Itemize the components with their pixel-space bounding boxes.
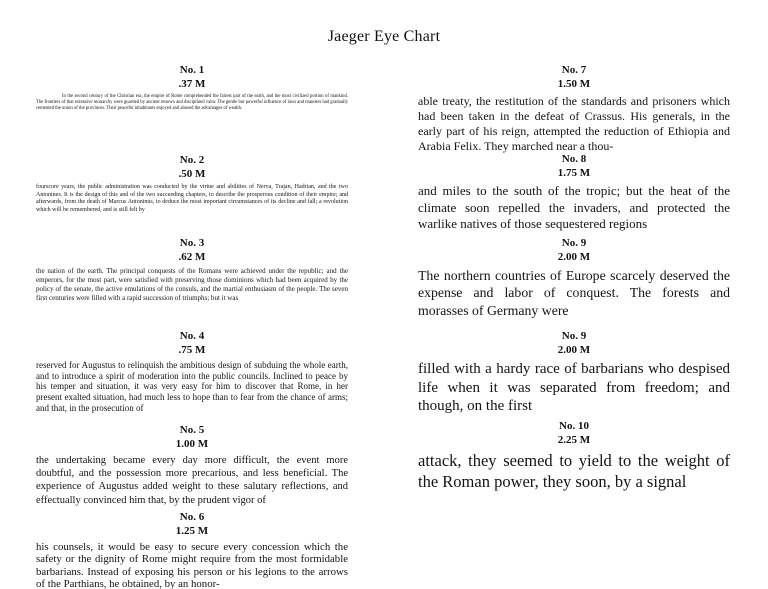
block-number: No. 5 bbox=[179, 424, 205, 436]
left-column bbox=[36, 64, 348, 589]
block-text: attack, they seemed to yield to the weight of the Roman power, they soon, by a signal bbox=[418, 451, 730, 491]
jaeger-block-no2 bbox=[36, 154, 348, 237]
block-header bbox=[418, 330, 730, 357]
jaeger-block-no7 bbox=[418, 64, 730, 153]
block-text: reserved for Augustus to relinquish the ambitious design of subduing the whole earth, and to introduce a spirit of moderation into the public councils. Inclined to peace by his temper and situation, it was very easy for him to discover that Rome, in her present exalted situation, had much less to hope than to fear from the chance of arms; and that, in the prosecution of bbox=[36, 360, 348, 413]
jaeger-block-no4 bbox=[36, 330, 348, 424]
jaeger-block-no8 bbox=[418, 153, 730, 237]
block-size-label: 2.00 M bbox=[557, 250, 591, 263]
page-title: Jaeger Eye Chart bbox=[327, 28, 441, 45]
block-header bbox=[36, 511, 348, 538]
block-header bbox=[36, 154, 348, 181]
block-text: The northern countries of Europe scarcely deserved the expense and labor of conquest. The forests and morasses of Germany were bbox=[418, 268, 730, 318]
block-text: filled with a hardy race of barbarians who despised life when it was separated from freedom; and though, on the first bbox=[418, 361, 730, 414]
block-number: No. 2 bbox=[179, 154, 205, 166]
block-text: and miles to the south of the tropic; but the heat of the climate soon repelled the invaders, and protected the warlike natives of those sequestered regions bbox=[418, 183, 730, 231]
block-size-label: 2.00 M bbox=[557, 343, 591, 356]
block-size-label: 1.25 M bbox=[175, 524, 209, 537]
block-header bbox=[418, 420, 730, 447]
block-number: No. 10 bbox=[559, 420, 589, 432]
right-column bbox=[418, 64, 730, 589]
jaeger-block-no3 bbox=[36, 237, 348, 330]
block-number: No. 9 bbox=[561, 330, 587, 342]
block-size-label: .62 M bbox=[178, 250, 206, 263]
block-size-label: 1.75 M bbox=[557, 166, 591, 179]
block-header bbox=[36, 330, 348, 357]
block-header bbox=[418, 64, 730, 91]
block-size-label: .50 M bbox=[178, 167, 206, 180]
block-number: No. 4 bbox=[179, 330, 205, 342]
block-number: No. 8 bbox=[561, 153, 587, 165]
jaeger-block-no1 bbox=[36, 64, 348, 154]
block-number: No. 9 bbox=[561, 237, 587, 249]
block-number: No. 3 bbox=[179, 237, 205, 249]
jaeger-block-no5 bbox=[36, 424, 348, 511]
block-size-label: 2.25 M bbox=[557, 433, 591, 446]
jaeger-block-no10 bbox=[418, 420, 730, 492]
block-text: his counsels, it would be easy to secure every concession which the safety or the dignity of Rome might require from the most formidable barbarians. Instead of exposing his person or his legions to the arrows of the Parthians, he obtained, by an honor- bbox=[36, 541, 348, 589]
block-size-label: 1.00 M bbox=[175, 437, 209, 450]
jaeger-block-no6 bbox=[36, 511, 348, 589]
block-text: In the second century of the Christian era, the empire of Rome comprehended the fairest part of the earth, and the most civilized portion of mankind. The frontiers of that extensive monarchy were guarded by ancient renown and disciplined valor. The gentle but powerful influence of laws and manners had gradually cemented the union of the provinces. Their peaceful inhabitants enjoyed and abused the advantages of wealth. bbox=[36, 94, 348, 111]
block-header bbox=[36, 64, 348, 91]
block-number: No. 7 bbox=[561, 64, 587, 76]
block-number: No. 1 bbox=[179, 64, 205, 76]
block-text: the undertaking became every day more difficult, the event more doubtful, and the possession more precarious, and less beneficial. The experience of Augustus added weight to these salutary reflections, and effectually convinced him that, by the prudent vigor of bbox=[36, 455, 348, 506]
block-text: fourscore years, the public administration was conducted by the virtue and abilities of Nerva, Trajan, Hadrian, and the two Antonines. It is the design of this and of the two succeeding chapters, to describe the prosperous condition of their empire; and afterwards, from the death of Marcus Antoninus, to deduce the most important circumstances of its decline and fall; a revolution which will be remembered, and is still felt by bbox=[36, 184, 348, 213]
jaeger-block-no9b bbox=[418, 330, 730, 420]
block-text: the nation of the earth. The principal conquests of the Romans were achieved under the republic; and the emperors, for the most part, were satisfied with preserving those dominions which had been acquired by the policy of the senate, the active emulations of the consuls, and the martial enthusiasm of the people. The seven first centuries were filled with a rapid succession of triumphs; but it was bbox=[36, 267, 348, 302]
block-size-label: .75 M bbox=[178, 343, 206, 356]
block-header bbox=[418, 153, 730, 180]
block-text: able treaty, the restitution of the standards and prisoners which had been taken in the defeat of Crassus. His generals, in the early part of his reign, attempted the reduction of Ethiopia and Arabia Felix. They marched near a thou- bbox=[418, 94, 730, 153]
block-header bbox=[36, 237, 348, 264]
block-number: No. 6 bbox=[179, 511, 205, 523]
jaeger-block-no9 bbox=[418, 237, 730, 330]
chart-columns bbox=[0, 64, 768, 589]
block-size-label: 1.50 M bbox=[557, 77, 591, 90]
block-size-label: .37 M bbox=[178, 77, 206, 90]
block-header bbox=[36, 424, 348, 451]
block-header bbox=[418, 237, 730, 264]
